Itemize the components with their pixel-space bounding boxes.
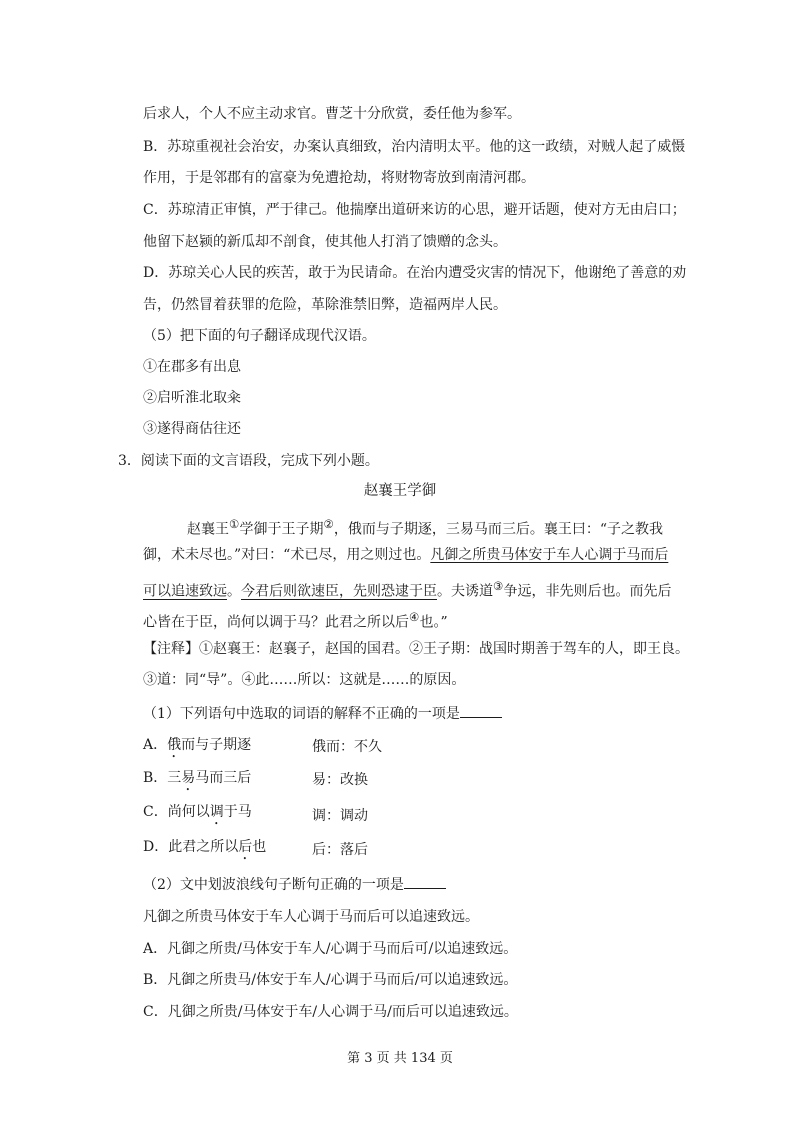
sub-question-2-stem: （2）文中划波浪线句子断句正确的一项是: [143, 874, 446, 895]
q2-sub5-item-2: ②启听淮北取籴: [143, 390, 241, 406]
page-footer: 第 3 页 共 134 页: [347, 1051, 453, 1066]
sq2-option-a: A．凡御之所贵/马体安于车人/心调于马而后可/以追速致远。: [143, 941, 518, 957]
answer-blank: [460, 703, 502, 718]
sq1-option-a: A．俄而与子期逐: [143, 737, 252, 753]
q2-option-d-line-2: 告，仍然冒着获罪的危险，革除淮禁旧弊，造福两岸人民。: [143, 297, 507, 313]
q3-stem: 3．阅读下面的文言语段，完成下列小题。: [118, 453, 379, 469]
passage-line-4: 心皆在于臣，尚何以调于马？此君之所以后④也。”: [143, 610, 448, 631]
q2-sub5-item-3: ③遂得商估往还: [143, 421, 241, 437]
passage-line-3: 可以追速致远。今君后则欲速臣，先则恐逮于臣。夫诱道③争远，非先则后也。而先后: [143, 579, 672, 600]
passage-title: 赵襄王学御: [363, 483, 437, 499]
sq1-option-b: B．三易马而三后: [143, 770, 252, 786]
wavy-underlined-sentence-part-1: 凡御之所贵马体安于车人心调于马而后: [430, 547, 669, 563]
sub-question-1-stem: （1）下列语句中选取的词语的解释不正确的一项是: [143, 703, 502, 724]
sq1-option-c-gloss: 调：调动: [312, 808, 368, 824]
sq2-sentence: 凡御之所贵马体安于车人心调于马而后可以追速致远。: [143, 909, 479, 925]
sq2-option-b: B．凡御之所贵马/体安于车人/心调于马而后/可以追速致远。: [143, 972, 518, 988]
underlined-sentence: 今君后则欲速臣，先则恐逮于臣: [241, 583, 437, 600]
q2-option-c-line-2: 他留下赵颍的新瓜却不剖食，使其他人打消了馈赠的念头。: [143, 234, 507, 250]
q2-option-c-line-1: C．苏琼清正审慎，严于律己。他揣摩出道研来访的心思，避开话题，使对方无由启口；: [143, 202, 686, 218]
q2-sub5-item-1: ①在郡多有出息: [143, 359, 241, 375]
annotation-line-2: ③道：同“导”。④此……所以：这就是……的原因。: [143, 672, 466, 688]
sq1-option-a-gloss: 俄而：不久: [312, 739, 382, 755]
q2-option-a-continuation: 后求人，个人不应主动求官。曹芝十分欣赏，委任他为参军。: [143, 106, 521, 122]
sq1-option-b-gloss: 易：改换: [312, 772, 368, 788]
annotation-line-1: 【注释】①赵襄王：赵襄子，赵国的国君。②王子期：战国时期善于驾车的人，即王良。: [143, 641, 689, 657]
sq1-option-d-gloss: 后：落后: [312, 842, 368, 858]
passage-line-2: 御，术未尽也。”对曰：“术已尽，用之则过也。凡御之所贵马体安于车人心调于马而后: [143, 547, 669, 563]
sq1-option-d: D．此君之所以后也: [143, 839, 267, 855]
q2-sub5-stem: （5）把下面的句子翻译成现代汉语。: [143, 328, 376, 344]
q2-option-d-line-1: D．苏琼关心人民的疾苦，敢于为民请命。在治内遭受灾害的情况下，他谢绝了善意的劝: [143, 265, 687, 281]
sq2-option-c: C．凡御之所贵/马体安于车/人心调于马/而后可以追速致远。: [143, 1004, 518, 1020]
q2-option-b-line-2: 作用，于是邻郡有的富豪为免遭抢劫，将财物寄放到南清河郡。: [143, 170, 535, 186]
wavy-underlined-sentence-part-2: 可以追速致远: [143, 583, 227, 600]
sq1-option-c: C．尚何以调于马: [143, 804, 252, 820]
q2-option-b-line-1: B．苏琼重视社会治安，办案认真细致，治内清明太平。他的这一政绩，对贼人起了威慑: [143, 139, 686, 155]
passage-line-1: 赵襄王①学御于王子期②，俄而与子期逐，三易马而三后。襄王曰：“子之教我: [187, 517, 664, 538]
answer-blank: [404, 874, 446, 889]
